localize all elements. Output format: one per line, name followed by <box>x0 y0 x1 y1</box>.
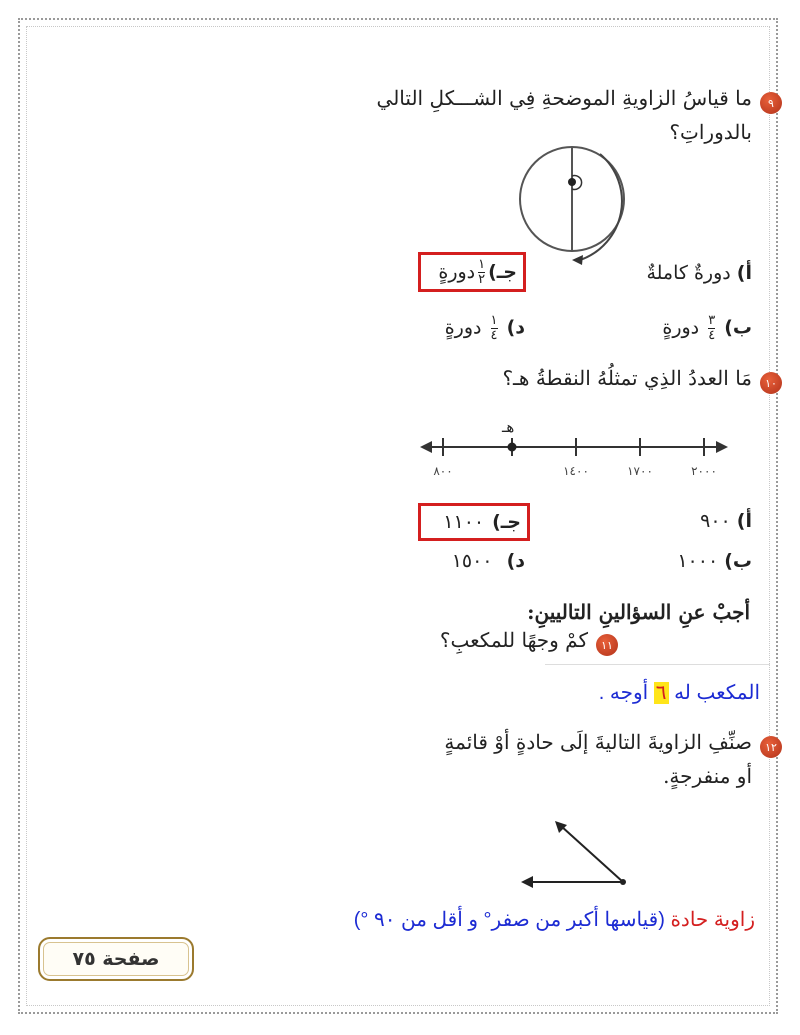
q10-choice-c-value: ١١٠٠ <box>443 511 485 533</box>
q9-choice-b[interactable] <box>662 314 752 343</box>
q10-choice-a[interactable] <box>700 510 752 532</box>
q9-choice-d-letter: د) <box>506 316 525 339</box>
q10-choice-c-letter: جـ) <box>492 511 521 533</box>
question-9-text-line2: بالدوراتِ؟ <box>669 120 752 144</box>
question-12-text-line2: أو منفرجةٍ. <box>663 764 752 788</box>
q9-choice-c-correct[interactable] <box>418 252 526 292</box>
q10-choice-b[interactable] <box>677 550 752 572</box>
q12-answer-classification: زاوية حادة <box>670 909 755 931</box>
q9-choice-a[interactable] <box>646 262 752 284</box>
question-10-number: ١٠ <box>760 372 782 394</box>
q9-choice-c-fraction: $\frac{١}{٢}$ <box>478 256 486 287</box>
q10-choice-d-value: ١٥٠٠ <box>451 550 493 572</box>
question-12-text-line1: صنِّفِ الزاويةَ التاليةَ إلَى حادةٍ أوْ قائمةٍ <box>444 730 752 754</box>
q9-choice-d[interactable] <box>445 314 525 343</box>
question-10-text: مَا العددُ الذِي تمثلُهُ النقطةُ هـ؟ <box>502 366 752 390</box>
q10-choice-a-letter: أ) <box>736 510 752 532</box>
page-number-label: صفحة ٧٥ <box>38 937 194 981</box>
tick-label-2000: ٢٠٠٠ <box>691 464 717 478</box>
q12-answer-explanation: (قياسها أكبر من صفر° و أقل من ٩٠ °) <box>353 909 665 931</box>
acute-angle-figure <box>515 820 640 895</box>
section-title: أجبْ عنِ السؤالينِ التاليينِ: <box>527 600 750 624</box>
q10-choice-d-letter: د) <box>506 550 525 572</box>
question-11-text: كمْ وجهًا للمكعبِ؟ <box>439 628 588 652</box>
number-line <box>418 432 730 462</box>
q9-choice-b-fraction: $\frac{٣}{٤}$ <box>708 313 716 343</box>
rotation-circle-figure <box>508 144 648 272</box>
q10-choice-b-letter: ب) <box>724 550 752 572</box>
tick-label-800: ٨٠٠ <box>433 464 453 478</box>
q9-choice-d-fraction: $\frac{١}{٤}$ <box>490 313 498 343</box>
q9-choice-c-letter: جـ) <box>488 261 517 283</box>
tick-label-1700: ١٧٠٠ <box>627 464 653 478</box>
tick-label-1400: ١٤٠٠ <box>563 464 589 478</box>
q10-choice-b-value: ١٠٠٠ <box>677 550 719 572</box>
question-11-number: ١١ <box>596 634 618 656</box>
q9-choice-c-text: دورةٍ <box>438 261 476 283</box>
question-9-number: ٩ <box>760 92 782 114</box>
q9-choice-b-letter: ب) <box>724 316 752 339</box>
q9-choice-d-text: دورةٍ <box>444 316 482 339</box>
q11-answer <box>599 680 760 705</box>
q11-answer-prefix: المكعب له <box>674 682 760 704</box>
q10-choice-a-value: ٩٠٠ <box>700 510 731 532</box>
q11-answer-value: ٦ <box>655 682 667 704</box>
question-11-divider <box>545 664 770 665</box>
q12-answer <box>354 907 755 932</box>
number-line-point-label: هـ <box>502 418 515 436</box>
q11-answer-suffix: أوجه . <box>598 682 649 704</box>
page-border <box>18 18 778 1014</box>
q9-choice-b-text: دورةٍ <box>662 316 700 339</box>
q10-choice-c-correct[interactable] <box>418 503 530 541</box>
question-9-text-line1: ما قياسُ الزاويةِ الموضحةِ فِي الشـــكلِ التالي <box>376 86 752 110</box>
q10-choice-d[interactable] <box>452 550 525 572</box>
q9-choice-a-letter: أ) <box>736 262 752 284</box>
question-12-number: ١٢ <box>760 736 782 758</box>
q9-choice-a-text: دورةٌ كاملةٌ <box>646 262 731 284</box>
